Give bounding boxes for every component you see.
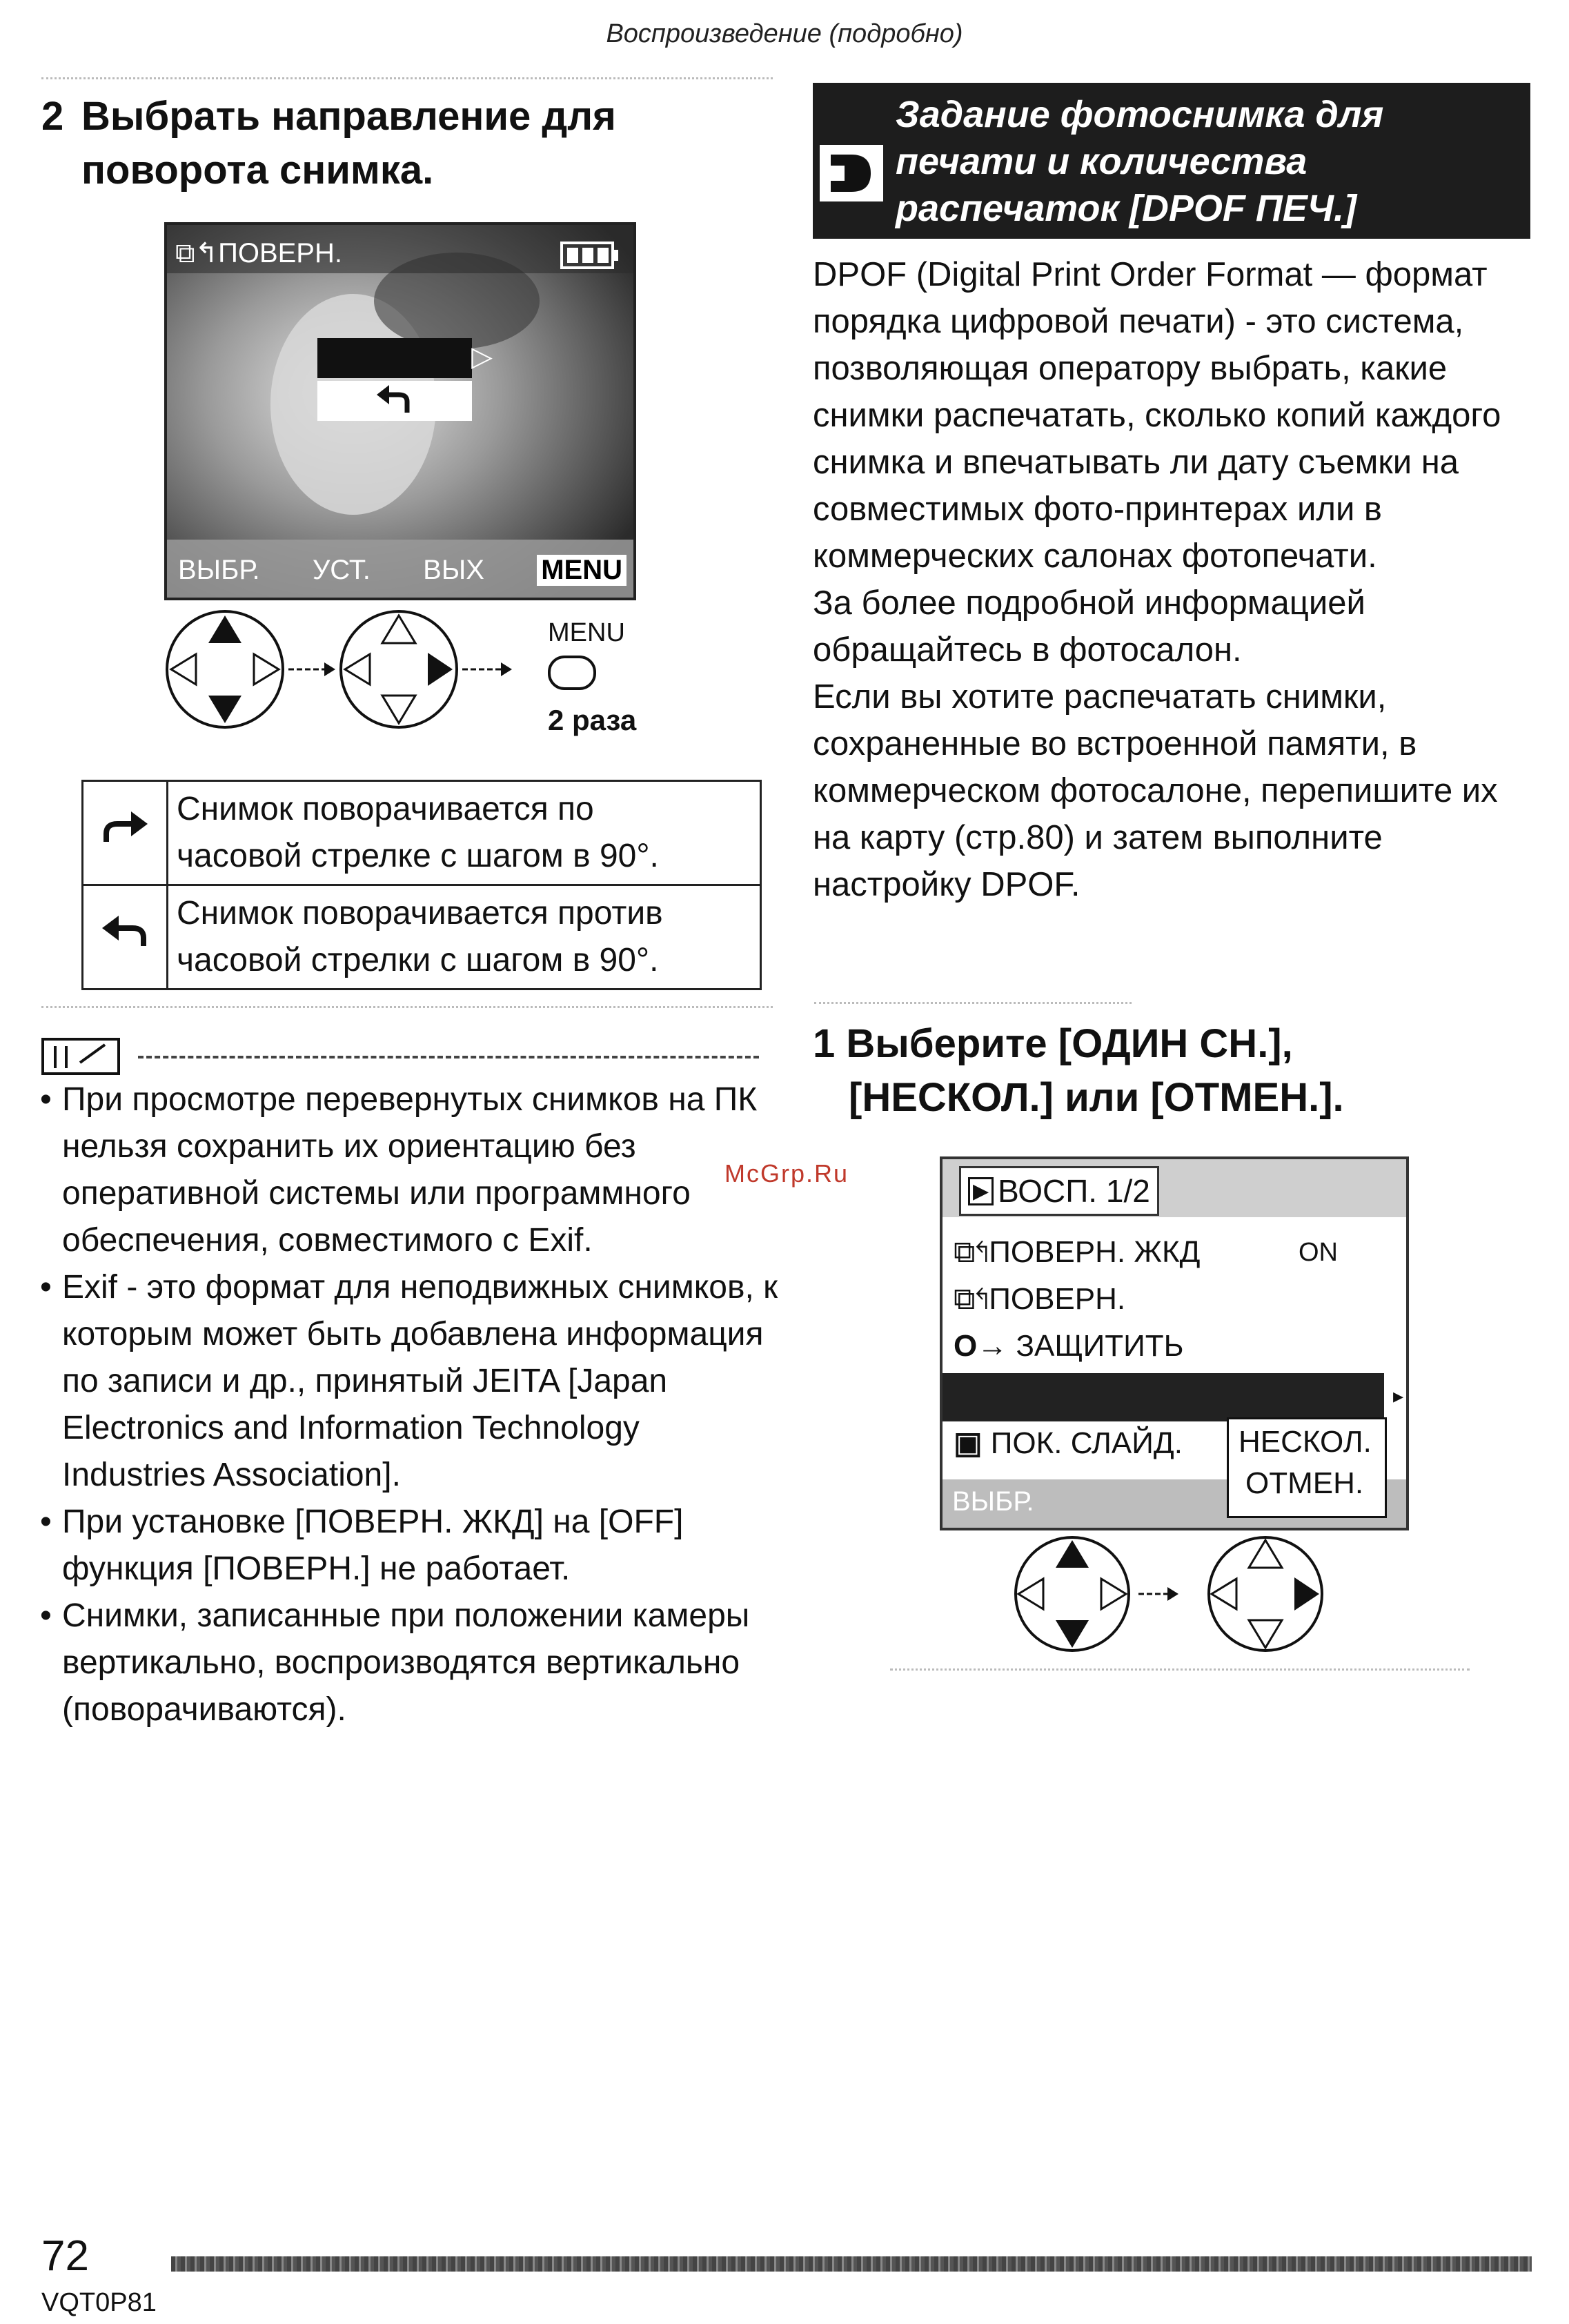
rotate-menu-icon: ⧉↰ bbox=[175, 238, 219, 268]
step-2-title bbox=[41, 90, 773, 197]
rotation-table bbox=[81, 780, 762, 990]
arrow-right-icon bbox=[288, 662, 335, 676]
paragraph: DPOF (Digital Print Order Format — формат порядка цифровой печати) - это система, позволяющая оператору выбрать, какие снимки распечатать, сколько копий каждого снимка и впечатывать ли дату съемки на совместимых фото-принтерах или в коммерческих салонах фотопечати. bbox=[813, 256, 1501, 575]
menu-item-rotate: ⧉↰ПОВЕРН. bbox=[954, 1282, 1126, 1316]
step-number: 2 bbox=[41, 94, 64, 139]
notes-list bbox=[40, 1076, 785, 1733]
menu-item-protect: O→ ЗАЩИТИТЬ bbox=[954, 1329, 1184, 1363]
rotate-icon: ⧉↰ bbox=[954, 1282, 989, 1316]
rotate-clockwise-icon bbox=[94, 806, 156, 847]
rotate-counterclockwise-icon bbox=[94, 910, 156, 952]
playback-menu-screen bbox=[940, 1156, 1409, 1530]
lcd-select-label: ВЫБР. bbox=[178, 554, 260, 585]
divider bbox=[41, 77, 773, 79]
dpof-print-icon bbox=[820, 145, 883, 201]
watermark: McGrp.Ru bbox=[724, 1159, 849, 1188]
step-1-title: 1 Выберите [ОДИН СН.], [НЕСКОЛ.] или [ОТМЕН.]. bbox=[813, 1021, 1344, 1120]
table-cell-text: Снимок поворачивается против часовой стрелки с шагом в 90°. bbox=[168, 885, 761, 989]
paragraph: За более подробной информацией обращайтесь в фотосалон. bbox=[813, 584, 1365, 669]
lcd-set-label: УСТ. bbox=[312, 554, 371, 585]
lcd-title: ⧉↰ПОВЕРН. bbox=[175, 238, 342, 268]
table-row bbox=[83, 781, 761, 885]
menu-button-icon bbox=[549, 657, 595, 689]
dpad-up-down-icon bbox=[1016, 1537, 1129, 1651]
button-sequence bbox=[164, 607, 661, 745]
step-title-line-2: поворота снимка. bbox=[81, 148, 434, 193]
document-code: VQT0P81 bbox=[41, 2288, 157, 2317]
table-cell-icon bbox=[83, 781, 168, 885]
paragraph: Если вы хотите распечатать снимки, сохраненные во встроенной памяти, в коммерческом фотосалоне, перепишите их на карту (стр.80) и затем выполните настройку DPOF. bbox=[813, 678, 1498, 903]
list-item: • При установке [ПОВЕРН. ЖКД] на [OFF] функция [ПОВЕРН.] не работает. bbox=[40, 1499, 785, 1593]
divider bbox=[890, 1668, 1470, 1671]
dpad-right-icon bbox=[341, 611, 457, 727]
rotate-counterclockwise-icon bbox=[317, 381, 472, 421]
lcd-exit-label: ВЫХ bbox=[423, 554, 484, 585]
battery-icon bbox=[560, 240, 620, 270]
menu-bottom-bar: ВЫБР. bbox=[943, 1479, 1406, 1528]
play-icon: ▶ bbox=[968, 1177, 994, 1205]
list-item: • При просмотре перевернутых снимков на ПК нельзя сохранить их ориентацию без оперативной системы или программного обеспечения, совместимого с Exif. bbox=[40, 1076, 785, 1264]
note-icon bbox=[41, 1035, 124, 1076]
rotate-option-counterclockwise bbox=[317, 381, 472, 421]
footer-bar bbox=[171, 2256, 1532, 2272]
divider bbox=[814, 1002, 1132, 1004]
dpad-sequence bbox=[1010, 1533, 1341, 1657]
arrow-right-icon bbox=[462, 662, 512, 676]
key-icon: O→ bbox=[954, 1329, 1016, 1363]
table-cell-icon bbox=[83, 885, 168, 989]
slideshow-icon: ▣ bbox=[954, 1426, 991, 1460]
section-banner bbox=[813, 83, 1530, 239]
dpad-right-icon bbox=[1209, 1537, 1322, 1651]
table-cell-text: Снимок поворачивается по часовой стрелке с шагом в 90°. bbox=[168, 781, 761, 885]
menu-item-rotate-lcd: ⧉↰ПОВЕРН. ЖКД ON bbox=[954, 1235, 1338, 1269]
lcd-rotate-screen bbox=[164, 222, 636, 600]
arrow-right-icon bbox=[1138, 1587, 1178, 1601]
list-item: • Снимки, записанные при положении камеры вертикально, воспроизводятся вертикально (поворачиваются). bbox=[40, 1593, 785, 1733]
step-title-line-1: Выбрать направление для bbox=[81, 94, 616, 139]
submenu-option: НЕСКОЛ. bbox=[1239, 1425, 1372, 1459]
menu-item-slideshow: ▣ ПОК. СЛАЙД. bbox=[954, 1426, 1183, 1460]
note-divider bbox=[138, 1056, 759, 1058]
list-item: • Exif - это формат для неподвижных снимков, к которым может быть добавлена информация по записи и др., принятый JEITA [Japan Electronics and Information Technology Industries Association]. bbox=[40, 1264, 785, 1499]
rotate-lcd-icon: ⧉↰ bbox=[954, 1235, 989, 1269]
press-count: 2 раза bbox=[548, 704, 637, 736]
banner-title: Задание фотоснимка для печати и количества распечаток [DPOF ПЕЧ.] bbox=[896, 94, 1384, 229]
menu-item-dpof-selected bbox=[943, 1373, 1403, 1421]
step-number: 1 bbox=[813, 1021, 836, 1066]
rotate-option-clockwise bbox=[317, 338, 493, 378]
right-arrow-icon: ▸ bbox=[1392, 1385, 1403, 1408]
table-row bbox=[83, 885, 761, 989]
lcd-bottom-bar bbox=[178, 549, 626, 591]
dpof-description bbox=[813, 251, 1544, 908]
submenu-option: ОТМЕН. bbox=[1245, 1466, 1364, 1500]
submenu-popup bbox=[1227, 1417, 1387, 1518]
dpad-up-down-icon bbox=[167, 611, 283, 727]
tab-playback: ▶ ВОСП. 1/2 bbox=[959, 1166, 1159, 1216]
lcd-menu-tag: MENU bbox=[537, 555, 626, 586]
page-number: 72 bbox=[41, 2232, 89, 2280]
menu-button-label: MENU bbox=[548, 618, 625, 647]
divider bbox=[41, 1006, 773, 1008]
right-arrow-icon: ▷ bbox=[471, 342, 493, 372]
page-header: Воспроизведение (подробно) bbox=[606, 19, 963, 48]
